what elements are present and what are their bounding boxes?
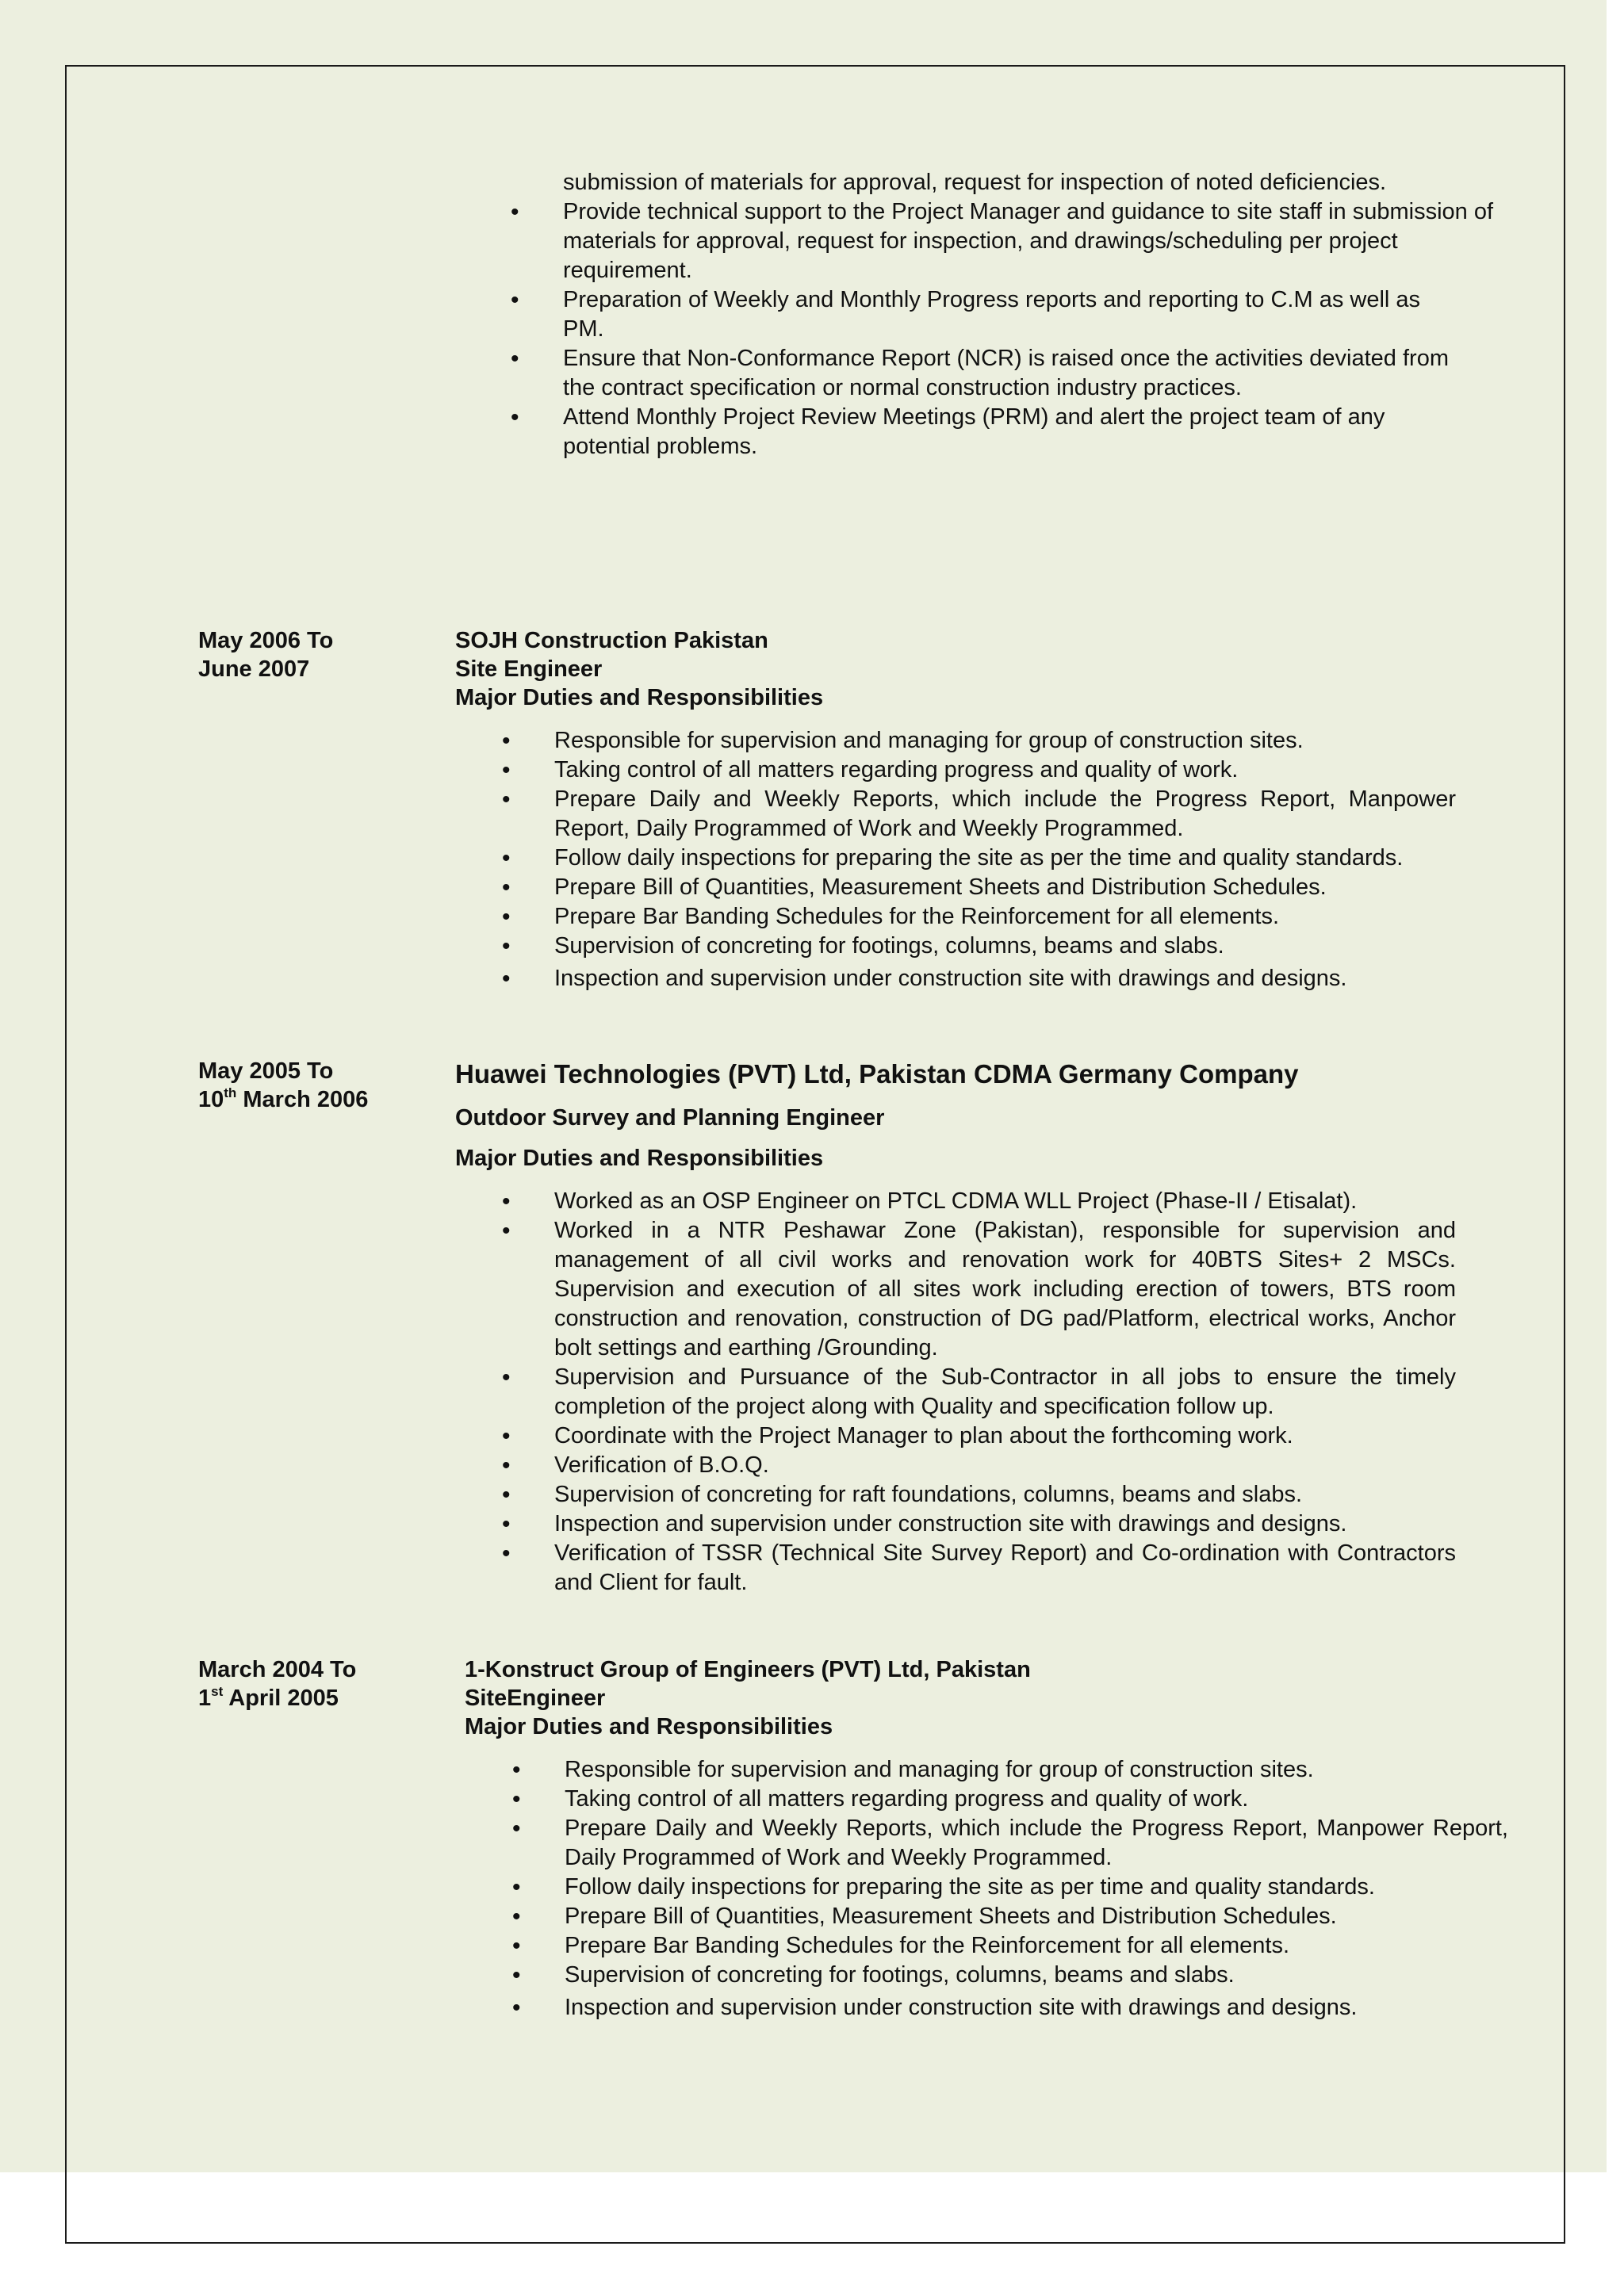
- list-item: • Follow daily inspections for preparing the site as per the time and quality standards.: [502, 845, 1404, 871]
- list-item: • Inspection and supervision under construction site with drawings and designs.: [512, 1995, 1358, 2021]
- bullet-icon: •: [502, 933, 511, 959]
- job3-date-from: March 2004 To: [198, 1657, 357, 1682]
- top-bullet-list: [511, 197, 1526, 461]
- bullet-icon: •: [502, 1511, 511, 1537]
- list-item: • Provide technical support to the Project Manager and guidance to site staff in submission of materials for approval, request for inspection, and drawings/scheduling per project requirement.: [511, 199, 1494, 283]
- job2-role: Outdoor Survey and Planning Engineer: [455, 1105, 885, 1131]
- job2-date-rest: March 2006: [236, 1087, 369, 1112]
- bullet-icon: •: [502, 1364, 511, 1391]
- job1-role: Site Engineer: [455, 656, 603, 682]
- list-item: • Prepare Daily and Weekly Reports, which include the Progress Report, Manpower Report, Daily Programmed of Work and Weekly Programmed.: [512, 1816, 1508, 1870]
- job2-duties-heading: Major Duties and Responsibilities: [455, 1146, 824, 1171]
- list-item: • Taking control of all matters regarding progress and quality of work.: [502, 757, 1239, 783]
- bullet-icon: •: [502, 1482, 511, 1508]
- job1-date-from: May 2006 To: [198, 628, 334, 653]
- bullet-icon: •: [512, 1995, 521, 2021]
- bullet-icon: •: [512, 1874, 521, 1900]
- bullet-icon: •: [502, 874, 511, 901]
- list-item: • Inspection and supervision under construction site with drawings and designs.: [502, 1511, 1347, 1537]
- job2-date-from: May 2005 To: [198, 1058, 334, 1084]
- job3-date-day: 1: [198, 1686, 212, 1711]
- job2-duties-list: [502, 1187, 1456, 1598]
- job3-duties-list: [512, 1755, 1508, 2022]
- list-item: • Taking control of all matters regarding progress and quality of work.: [512, 1786, 1249, 1812]
- list-item: • Supervision and Pursuance of the Sub-Contractor in all jobs to ensure the timely completion of the project along with Quality and specification follow up.: [502, 1364, 1456, 1419]
- bullet-icon: •: [511, 199, 519, 225]
- list-item: • Attend Monthly Project Review Meetings (PRM) and alert the project team of any potential problems.: [511, 404, 1385, 459]
- bullet-icon: •: [511, 346, 519, 372]
- list-item: • Supervision of concreting for footings, columns, beams and slabs.: [502, 933, 1224, 959]
- list-item: • Responsible for supervision and managing for group of construction sites.: [502, 728, 1304, 754]
- job1-duties-heading: Major Duties and Responsibilities: [455, 685, 824, 710]
- job3-date-suffix: st: [211, 1684, 224, 1699]
- list-item: • Prepare Bill of Quantities, Measurement Sheets and Distribution Schedules.: [502, 874, 1327, 901]
- job3-duties-heading: Major Duties and Responsibilities: [465, 1714, 833, 1739]
- list-item: • Preparation of Weekly and Monthly Progress reports and reporting to C.M as well as PM.: [511, 287, 1421, 342]
- list-item: • Coordinate with the Project Manager to plan about the forthcoming work.: [502, 1423, 1293, 1449]
- bullet-icon: •: [502, 1540, 511, 1567]
- job1-duties-list: [502, 726, 1456, 993]
- bullet-icon: •: [512, 1962, 521, 1988]
- bullet-icon: •: [502, 845, 511, 871]
- job2-date-day: 10: [198, 1087, 224, 1112]
- bullet-icon: •: [502, 757, 511, 783]
- bullet-icon: •: [502, 966, 511, 992]
- job2-date-to: [198, 1085, 368, 1114]
- list-item: • Verification of TSSR (Technical Site Survey Report) and Co-ordination with Contractors and Client for fault.: [502, 1540, 1456, 1595]
- bullet-icon: •: [502, 1452, 511, 1479]
- list-item: • Worked as an OSP Engineer on PTCL CDMA WLL Project (Phase-II / Etisalat).: [502, 1188, 1358, 1215]
- list-item: • Prepare Bill of Quantities, Measurement Sheets and Distribution Schedules.: [512, 1904, 1337, 1930]
- bullet-icon: •: [512, 1757, 521, 1783]
- job3-company: 1-Konstruct Group of Engineers (PVT) Ltd, Pakistan: [465, 1657, 1031, 1682]
- list-item: • Prepare Bar Banding Schedules for the Reinforcement for all elements.: [512, 1933, 1289, 1959]
- bullet-icon: •: [502, 1218, 511, 1244]
- bullet-icon: •: [512, 1816, 521, 1842]
- job3-date-to: [198, 1684, 339, 1712]
- bullet-icon: •: [502, 1188, 511, 1215]
- job2-company: Huawei Technologies (PVT) Ltd, Pakistan CDMA Germany Company: [455, 1059, 1299, 1089]
- list-item: • Inspection and supervision under construction site with drawings and designs.: [502, 966, 1347, 992]
- job1-company: SOJH Construction Pakistan: [455, 628, 768, 653]
- list-item: • Prepare Daily and Weekly Reports, which include the Progress Report, Manpower Report, Daily Programmed of Work and Weekly Programmed.: [502, 786, 1456, 841]
- list-item: • Verification of B.O.Q.: [502, 1452, 769, 1479]
- top-continuation-line: submission of materials for approval, request for inspection of noted deficiencies.: [563, 170, 1387, 195]
- bullet-icon: •: [502, 1423, 511, 1449]
- bullet-icon: •: [512, 1786, 521, 1812]
- list-item: • Supervision of concreting for raft foundations, columns, beams and slabs.: [502, 1482, 1303, 1508]
- bullet-icon: •: [502, 728, 511, 754]
- list-item: • Ensure that Non-Conformance Report (NCR) is raised once the activities deviated from the contract specification or normal construction industry practices.: [511, 346, 1449, 400]
- job1-date-to: June 2007: [198, 656, 310, 682]
- bullet-icon: •: [512, 1933, 521, 1959]
- bullet-icon: •: [502, 904, 511, 930]
- bullet-icon: •: [511, 404, 519, 430]
- job3-role: SiteEngineer: [465, 1686, 606, 1711]
- job2-date-suffix: th: [224, 1085, 237, 1100]
- list-item: • Responsible for supervision and managing for group of construction sites.: [512, 1757, 1314, 1783]
- bullet-icon: •: [511, 287, 519, 313]
- list-item: • Supervision of concreting for footings, columns, beams and slabs.: [512, 1962, 1235, 1988]
- list-item: • Follow daily inspections for preparing the site as per time and quality standards.: [512, 1874, 1375, 1900]
- bullet-icon: •: [502, 786, 511, 813]
- list-item: • Worked in a NTR Peshawar Zone (Pakistan), responsible for supervision and management of all civil works and renovation work for 40BTS Sites+ 2 MSCs. Supervision and execution of all sites work including erection of towers, BTS room construction and renovation, construction of DG pad/Platform, electrical works, Anchor bolt settings and earthing /Grounding.: [502, 1218, 1456, 1360]
- list-item: • Prepare Bar Banding Schedules for the Reinforcement for all elements.: [502, 904, 1279, 930]
- bullet-icon: •: [512, 1904, 521, 1930]
- job3-date-rest: April 2005: [223, 1686, 339, 1711]
